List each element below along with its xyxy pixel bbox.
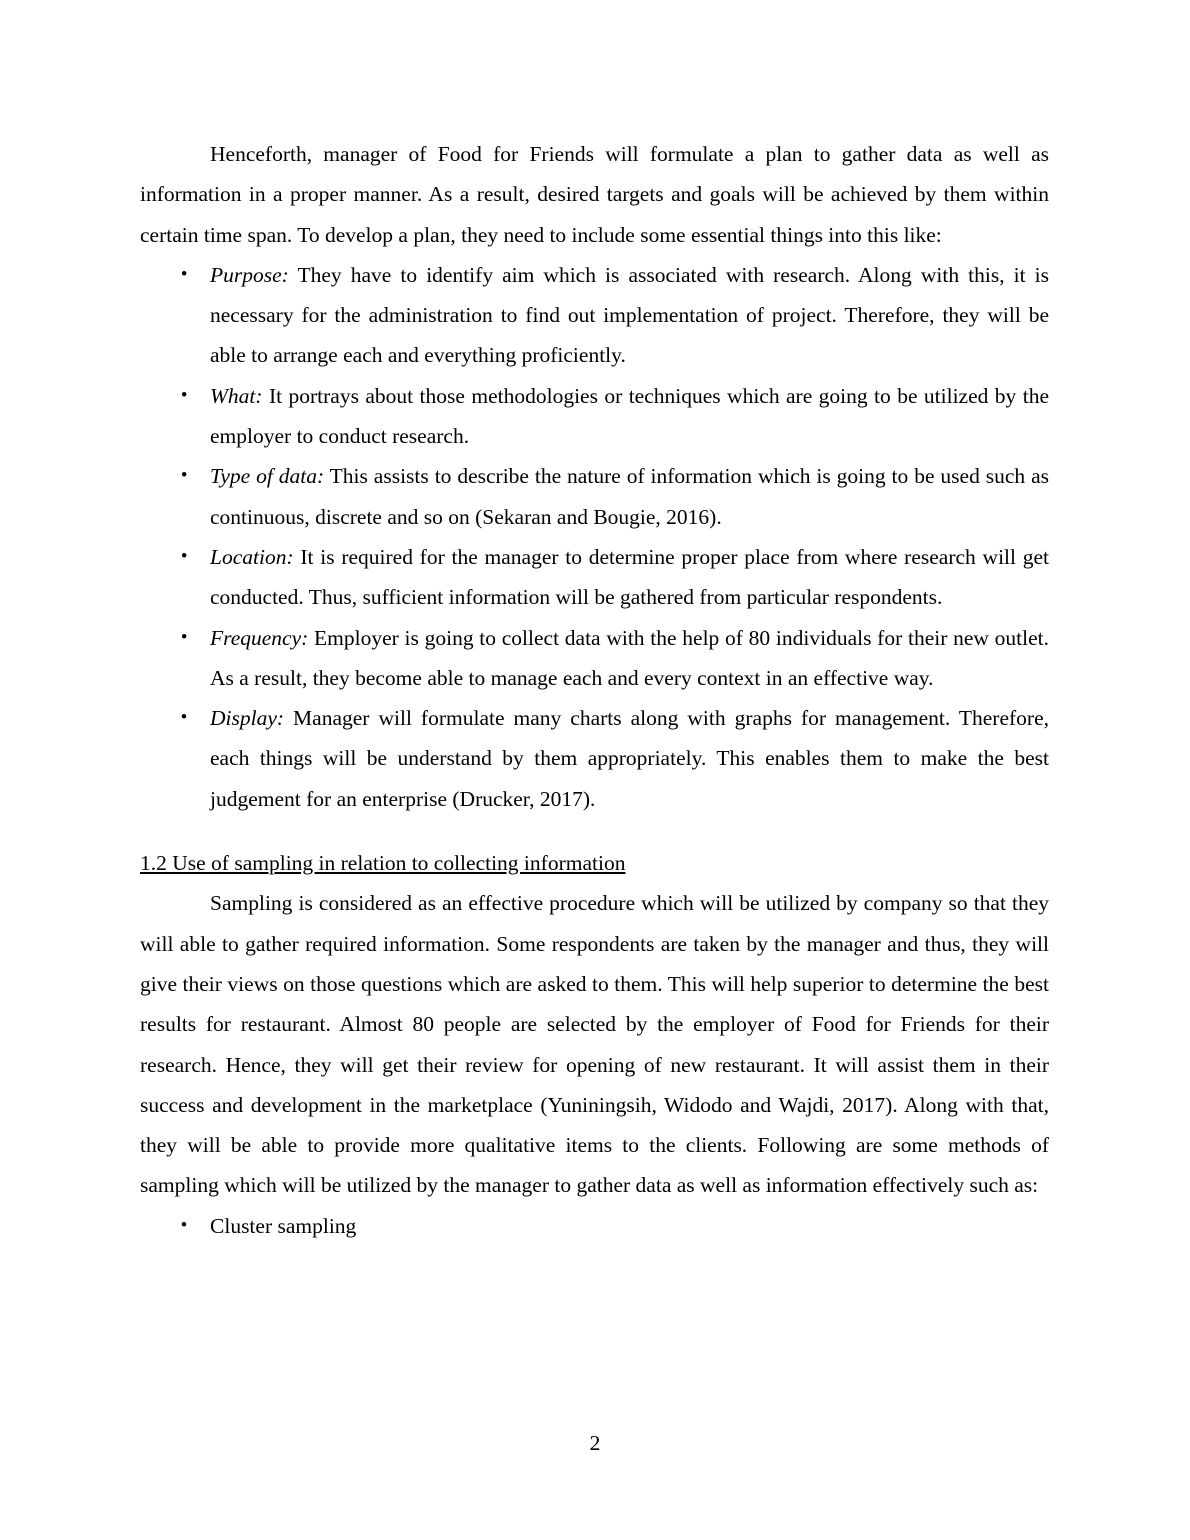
bullet-icon: • bbox=[180, 1214, 188, 1236]
item-text: It is required for the manager to determine proper place from where research will get conducted. Thus, sufficient information will be gathered from particular respondents. bbox=[210, 544, 1049, 610]
document-page bbox=[140, 134, 1049, 1246]
bullet-icon: • bbox=[180, 707, 188, 729]
item-text: Cluster sampling bbox=[210, 1213, 357, 1238]
item-term: Location: bbox=[210, 544, 294, 569]
list-item bbox=[140, 456, 1049, 537]
list-item bbox=[140, 537, 1049, 618]
item-term: Type of data: bbox=[210, 464, 325, 489]
item-term: Display: bbox=[210, 706, 285, 731]
list-item bbox=[140, 698, 1049, 819]
sampling-methods-list bbox=[140, 1206, 1049, 1246]
item-term: Purpose: bbox=[210, 262, 289, 287]
section-heading: 1.2 Use of sampling in relation to collecting information bbox=[140, 851, 626, 876]
list-item bbox=[140, 1206, 1049, 1246]
item-text: Employer is going to collect data with the help of 80 individuals for their new outlet. As a result, they become able to manage each and every context in an effective way. bbox=[210, 625, 1049, 690]
item-text: This assists to describe the nature of information which is going to be used such as continuous, discrete and so on (Sekaran and Bougie, 2016). bbox=[210, 464, 1049, 529]
page-number: 2 bbox=[589, 1431, 601, 1455]
bullet-icon: • bbox=[180, 626, 188, 648]
bullet-icon: • bbox=[180, 465, 188, 487]
plan-items-list bbox=[140, 255, 1049, 819]
list-item bbox=[140, 376, 1049, 457]
intro-paragraph: Henceforth, manager of Food for Friends will formulate a plan to gather data as well as information in a proper manner. As a result, desired targets and goals will be achieved by them within certain time span. To develop a plan, they need to include some essential things into this like: bbox=[140, 142, 1049, 247]
bullet-icon: • bbox=[180, 545, 188, 567]
item-text: Manager will formulate many charts along with graphs for management. Therefore, each things will be understand by them appropriately. This enables them to make the best judgement for an enterprise (Drucker, 2017). bbox=[210, 706, 1049, 811]
bullet-icon: • bbox=[180, 384, 188, 406]
list-item bbox=[140, 618, 1049, 699]
sampling-paragraph: Sampling is considered as an effective procedure which will be utilized by company so that they will able to gather required information. Some respondents are taken by the manager and thus, they will give their views on those questions which are asked to them. This will help superior to determine the best results for restaurant. Almost 80 people are selected by the employer of Food for Friends for their research. Hence, they will get their review for opening of new restaurant. It will assist them in their success and development in the marketplace (Yuniningsih, Widodo and Wajdi, 2017). Along with that, they will be able to provide more qualitative items to the clients. Following are some methods of sampling which will be utilized by the manager to gather data as well as information effectively such as: bbox=[140, 891, 1049, 1198]
item-term: Frequency: bbox=[210, 625, 309, 650]
item-term: What: bbox=[210, 383, 263, 408]
item-text: It portrays about those methodologies or techniques which are going to be utilized by the employer to conduct research. bbox=[210, 383, 1049, 449]
list-item bbox=[140, 255, 1049, 376]
bullet-icon: • bbox=[180, 263, 188, 285]
item-text: They have to identify aim which is associated with research. Along with this, it is necessary for the administration to find out implementation of project. Therefore, they will be able to arrange each and everything proficiently. bbox=[210, 262, 1049, 368]
